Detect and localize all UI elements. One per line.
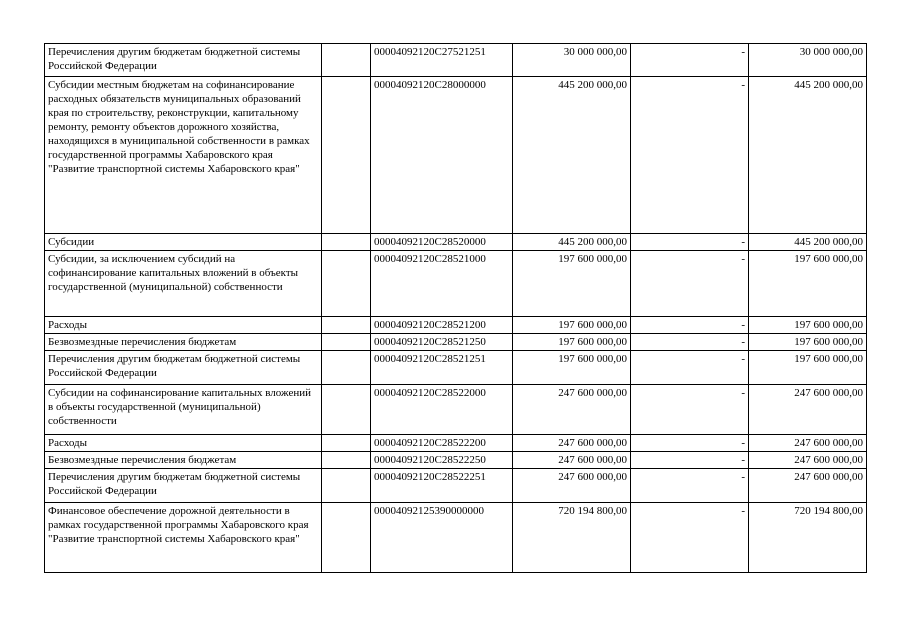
row-name: Субсидии <box>45 234 322 251</box>
blank-cell <box>322 77 371 234</box>
row-total-amount: 197 600 000,00 <box>749 351 867 385</box>
row-total-amount: 197 600 000,00 <box>749 334 867 351</box>
row-plan-amount: 247 600 000,00 <box>513 469 631 503</box>
row-change-amount: - <box>631 251 749 317</box>
row-change-amount: - <box>631 44 749 77</box>
row-change-amount: - <box>631 351 749 385</box>
table-row <box>45 503 867 573</box>
table-row <box>45 234 867 251</box>
row-change-amount: - <box>631 317 749 334</box>
row-name: Расходы <box>45 435 322 452</box>
blank-cell <box>322 334 371 351</box>
blank-cell <box>322 44 371 77</box>
row-plan-amount: 30 000 000,00 <box>513 44 631 77</box>
table-row <box>45 469 867 503</box>
table-row <box>45 44 867 77</box>
blank-cell <box>322 317 371 334</box>
row-code: 00004092120C28520000 <box>371 234 513 251</box>
row-total-amount: 720 194 800,00 <box>749 503 867 573</box>
row-code: 00004092120C28522000 <box>371 385 513 435</box>
row-change-amount: - <box>631 452 749 469</box>
blank-cell <box>322 435 371 452</box>
blank-cell <box>322 251 371 317</box>
row-plan-amount: 197 600 000,00 <box>513 317 631 334</box>
row-change-amount: - <box>631 234 749 251</box>
row-total-amount: 30 000 000,00 <box>749 44 867 77</box>
row-code: 00004092120C28521000 <box>371 251 513 317</box>
table-row <box>45 435 867 452</box>
row-code: 00004092120C28000000 <box>371 77 513 234</box>
table-row <box>45 385 867 435</box>
row-code: 00004092120C27521251 <box>371 44 513 77</box>
blank-cell <box>322 452 371 469</box>
row-name: Перечисления другим бюджетам бюджетной системы Российской Федерации <box>45 44 322 77</box>
row-plan-amount: 445 200 000,00 <box>513 77 631 234</box>
row-total-amount: 247 600 000,00 <box>749 435 867 452</box>
budget-table <box>44 43 867 573</box>
row-name: Финансовое обеспечение дорожной деятельности в рамках государственной программы Хабаровского края "Развитие транспортной системы Хабаровского края" <box>45 503 322 573</box>
row-name: Субсидии, за исключением субсидий на софинансирование капитальных вложений в объекты государственной (муниципальной) собственности <box>45 251 322 317</box>
row-change-amount: - <box>631 435 749 452</box>
row-code: 00004092120C28522250 <box>371 452 513 469</box>
row-code: 00004092120C28521251 <box>371 351 513 385</box>
row-change-amount: - <box>631 385 749 435</box>
blank-cell <box>322 503 371 573</box>
table-row <box>45 452 867 469</box>
row-change-amount: - <box>631 77 749 234</box>
row-total-amount: 197 600 000,00 <box>749 317 867 334</box>
row-name: Субсидии на софинансирование капитальных вложений в объекты государственной (муниципальной) собственности <box>45 385 322 435</box>
row-plan-amount: 197 600 000,00 <box>513 251 631 317</box>
row-change-amount: - <box>631 469 749 503</box>
row-change-amount: - <box>631 503 749 573</box>
row-total-amount: 445 200 000,00 <box>749 77 867 234</box>
row-plan-amount: 720 194 800,00 <box>513 503 631 573</box>
table-row <box>45 351 867 385</box>
row-name: Безвозмездные перечисления бюджетам <box>45 334 322 351</box>
row-total-amount: 247 600 000,00 <box>749 469 867 503</box>
blank-cell <box>322 351 371 385</box>
row-name: Расходы <box>45 317 322 334</box>
row-plan-amount: 445 200 000,00 <box>513 234 631 251</box>
row-plan-amount: 197 600 000,00 <box>513 351 631 385</box>
row-code: 00004092125390000000 <box>371 503 513 573</box>
row-plan-amount: 197 600 000,00 <box>513 334 631 351</box>
row-name: Безвозмездные перечисления бюджетам <box>45 452 322 469</box>
row-name: Субсидии местным бюджетам на софинансирование расходных обязательств муниципальных образований края по строительству, реконструкции, капитальному ремонту, ремонту объектов дорожного хозяйства, находящихся в муниципальной собственности в рамках государственной программы Хабаровского края "Развитие транспортной системы Хабаровского края" <box>45 77 322 234</box>
row-code: 00004092120C28522251 <box>371 469 513 503</box>
table-row <box>45 77 867 234</box>
row-code: 00004092120C28522200 <box>371 435 513 452</box>
row-plan-amount: 247 600 000,00 <box>513 435 631 452</box>
row-name: Перечисления другим бюджетам бюджетной системы Российской Федерации <box>45 351 322 385</box>
row-total-amount: 247 600 000,00 <box>749 452 867 469</box>
row-change-amount: - <box>631 334 749 351</box>
row-code: 00004092120C28521250 <box>371 334 513 351</box>
row-plan-amount: 247 600 000,00 <box>513 385 631 435</box>
table-row <box>45 251 867 317</box>
row-total-amount: 445 200 000,00 <box>749 234 867 251</box>
row-name: Перечисления другим бюджетам бюджетной системы Российской Федерации <box>45 469 322 503</box>
blank-cell <box>322 234 371 251</box>
row-total-amount: 197 600 000,00 <box>749 251 867 317</box>
row-plan-amount: 247 600 000,00 <box>513 452 631 469</box>
table-row <box>45 317 867 334</box>
table-row <box>45 334 867 351</box>
row-code: 00004092120C28521200 <box>371 317 513 334</box>
blank-cell <box>322 385 371 435</box>
row-total-amount: 247 600 000,00 <box>749 385 867 435</box>
blank-cell <box>322 469 371 503</box>
